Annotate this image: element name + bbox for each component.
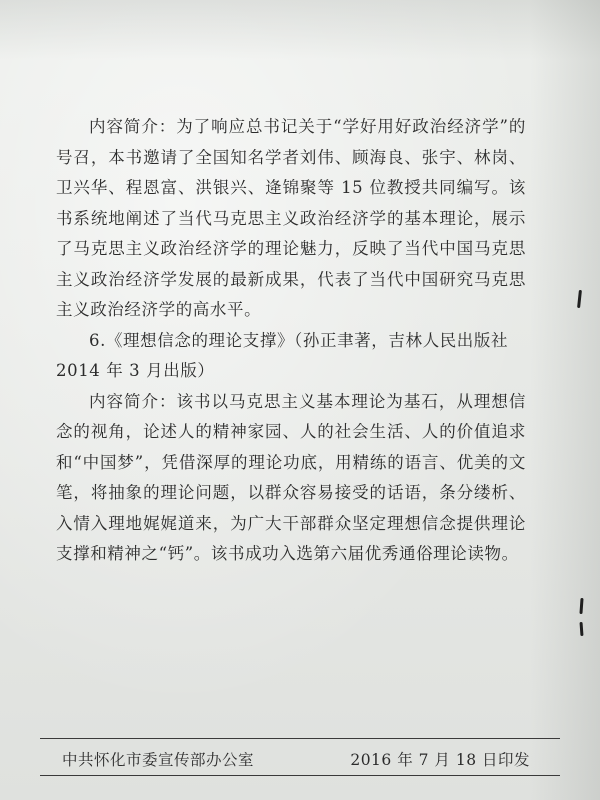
book-source: （孙正聿著，吉林人民出版社 2014 年 3 月出版） [56,330,509,380]
book-intro-paragraph: 内容简介：为了响应总书记关于“学好用好政治经济学”的号召，本书邀请了全国知名学者刘伟、顾海良、张宇、林岗、卫兴华、程恩富、洪银兴、逄锦聚等 15 位教授共同编写。该书系统地阐述了当代马克思主义政治经济学的基本理论，展示了马克思主义政治经济学的理论魅力，反映了当代中国马克思主义政治经济学发展的最新成果，代表了当代中国研究马克思主义政治经济学的高水平。 [56,117,526,319]
footer-date: 2016 年 7 月 18 日印发 [350,751,530,769]
book-title: 6.《理想信念的理论支撑》 [89,330,295,350]
footer-bottom-rule [40,775,560,776]
body-text [56,112,526,570]
right-shadow [530,0,600,800]
footer-top-rule [40,738,560,739]
footer-issuer: 中共怀化市委宣传部办公室 [62,751,255,769]
book-intro-paragraph-2: 内容简介：该书以马克思主义基本理论为基石，从理想信念的视角，论述人的精神家园、人的社会生活、人的价值追求和“中国梦”，凭借深厚的理论功底，用精练的语言、优美的文笔，将抽象的理论问题，以群众容易接受的话语，条分缕析、入情入理地娓娓道来，为广大干部群众坚定理想信念提供理论支撑和精神之“钙”。该书成功入选第六届优秀通俗理论读物。 [56,391,526,563]
book-item-6 [56,326,526,387]
top-shadow [0,0,600,60]
